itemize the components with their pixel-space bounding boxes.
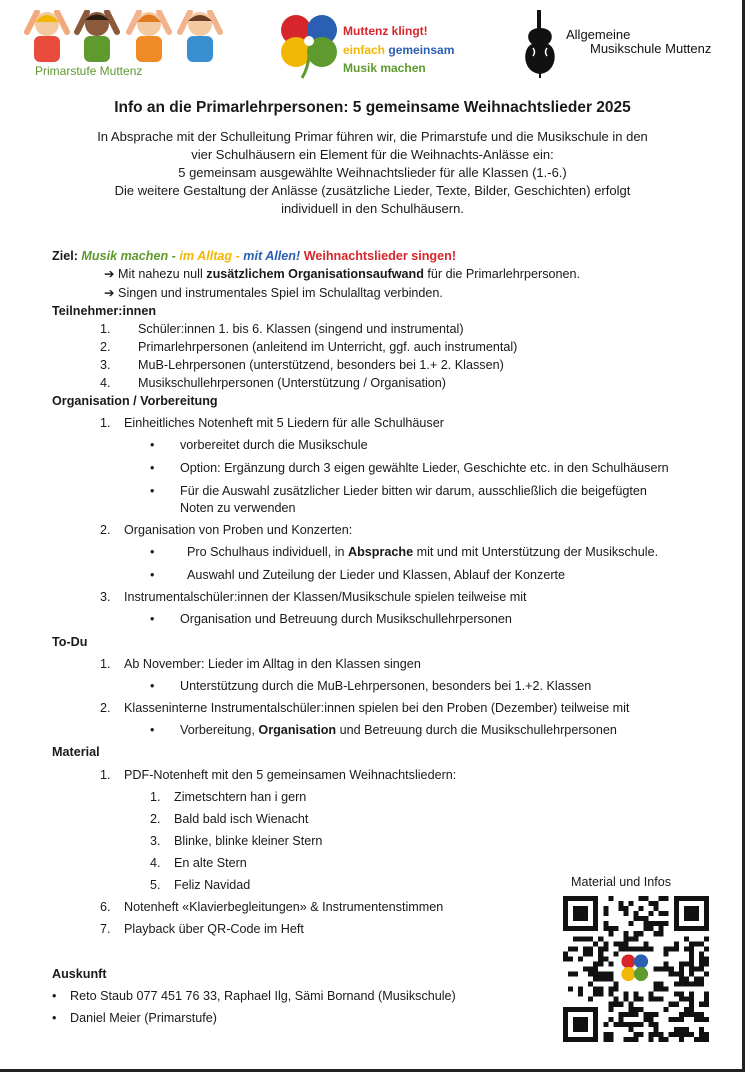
list-item: 3. Instrumentalschüler:innen der Klassen/Musikschule spielen teilweise mit <box>100 590 527 604</box>
list-text: Organisation von Proben und Konzerten: <box>124 523 353 537</box>
slogan-line-3: Musik machen <box>343 61 426 75</box>
contact-item: Reto Staub 077 451 76 33, Raphael Ilg, Sämi Bornand (Musikschule) <box>70 989 456 1003</box>
school-name <box>566 28 711 56</box>
list-text: MuB-Lehrpersonen (unterstützend, besonders bei 1.+ 2. Klassen) <box>138 358 504 372</box>
section-heading-material <box>52 744 100 760</box>
song-number: 3. <box>150 834 161 848</box>
qr-code[interactable] <box>563 896 709 1042</box>
song-item <box>150 877 250 893</box>
list-number: 2. <box>100 340 111 354</box>
list-item: 1. Einheitliches Notenheft mit 5 Liedern für alle Schulhäuser <box>100 416 444 430</box>
list-text: PDF-Notenheft mit den 5 gemeinsamen Weihnachtsliedern: <box>124 768 457 782</box>
bullet-text <box>180 722 617 738</box>
slogan <box>343 22 454 78</box>
bullet-text: Für die Auswahl zusätzlicher Lieder bitten wir darum, ausschließlich die beigefügten <box>180 484 647 498</box>
list-number: 3. <box>100 358 111 372</box>
list-item: 1. Ab November: Lieder im Alltag in den Klassen singen <box>100 657 421 671</box>
ziel-part-2: im Alltag - <box>179 249 240 263</box>
list-item: 1. PDF-Notenheft mit den 5 gemeinsamen Weihnachtsliedern: <box>100 768 457 782</box>
teilnehmer-heading-text: Teilnehmer:innen <box>52 304 157 318</box>
ziel-arrow-1-b: zusätzlichem Organisationsaufwand <box>206 267 424 281</box>
bullet-item <box>150 483 154 499</box>
school-name-line-2: Musikschule Muttenz <box>590 41 712 56</box>
song-item <box>150 855 247 871</box>
intro-line: vier Schulhäusern ein Element für die Weihnachts-Anlässe ein: <box>191 147 554 162</box>
slogan-word-gemeinsam: gemeinsam <box>388 42 455 57</box>
bullet-text: Auswahl und Zuteilung der Lieder und Klassen, Ablauf der Konzerte <box>187 568 566 582</box>
song-item <box>150 789 306 805</box>
ziel-part-1: Musik machen - <box>81 249 176 263</box>
list-item <box>100 357 504 373</box>
list-number: 4. <box>100 376 111 390</box>
list-item <box>100 375 446 391</box>
bullet-item <box>150 567 154 583</box>
clover-logo <box>278 10 340 80</box>
intro-line: Die weitere Gestaltung der Anlässe (zusätzliche Lieder, Texte, Bilder, Geschichten) erfolgt <box>114 183 631 198</box>
bullet-text <box>187 544 658 560</box>
intro-line: 5 gemeinsam ausgewählte Weihnachtslieder für alle Klassen (1.-6.) <box>178 165 567 180</box>
song-item <box>150 833 322 849</box>
list-text: Einheitliches Notenheft mit 5 Liedern für alle Schulhäuser <box>124 416 444 430</box>
section-heading-organisation <box>52 393 218 409</box>
section-heading-todo <box>52 634 87 650</box>
list-item <box>100 339 517 355</box>
song-title: Feliz Navidad <box>174 878 251 892</box>
page-title: Info an die Primarlehrpersonen: 5 gemeinsame Weihnachtslieder 2025 <box>114 99 631 116</box>
bullet-text-continued: Noten zu verwenden <box>180 501 296 515</box>
bullet-text-a: Vorbereitung, <box>180 723 259 737</box>
bullet-text-b: Absprache <box>348 545 414 559</box>
bullet-text: Unterstützung durch die MuB-Lehrpersonen, besonders bei 1.+2. Klassen <box>180 679 592 693</box>
children-logo <box>22 10 227 64</box>
section-heading-teilnehmer <box>52 303 156 319</box>
bullet-item <box>150 678 154 694</box>
bullet-item <box>150 544 154 560</box>
ziel-arrow-1 <box>104 266 580 282</box>
bullet-text-c: mit und mit Unterstützung der Musikschule. <box>413 545 659 559</box>
intro-line: individuell in den Schulhäusern. <box>281 201 464 216</box>
song-title: Blinke, blinke kleiner Stern <box>174 834 323 848</box>
bullet-item <box>150 460 154 476</box>
ziel-arrow-2: ➔ Singen und instrumentales Spiel im Schulalltag verbinden. <box>104 286 443 300</box>
list-text: Instrumentalschüler:innen der Klassen/Musikschule spielen teilweise mit <box>124 590 527 604</box>
list-text: Schüler:innen 1. bis 6. Klassen (singend und instrumental) <box>138 322 464 336</box>
list-item <box>100 321 464 337</box>
list-text: Playback über QR-Code im Heft <box>124 922 304 936</box>
list-text: Notenheft «Klavierbegleitungen» & Instrumentenstimmen <box>124 900 444 914</box>
slogan-word-einfach: einfach <box>343 42 386 57</box>
ziel-arrow-1-c: für die Primarlehrpersonen. <box>423 267 580 281</box>
qr-caption: Material und Infos <box>571 875 672 889</box>
song-number: 4. <box>150 856 161 870</box>
song-title: En alte Stern <box>174 856 247 870</box>
bullet-item <box>150 722 154 738</box>
list-number: 1. <box>100 322 111 336</box>
material-heading-text: Material <box>52 745 100 759</box>
auskunft-heading-text: Auskunft <box>52 967 107 981</box>
bullet-text-a: Pro Schulhaus individuell, in <box>187 545 349 559</box>
song-title: Zimetschtern han i gern <box>174 790 307 804</box>
song-number: 2. <box>150 812 161 826</box>
bullet-item <box>150 611 154 627</box>
ziel-arrow-1-a: ➔ Mit nahezu null <box>104 267 207 281</box>
bullet-text: vorbereitet durch die Musikschule <box>180 438 368 452</box>
primarstufe-label: Primarstufe Muttenz <box>35 64 143 78</box>
ziel-part-3: mit Allen! <box>243 249 301 263</box>
list-text: Klasseninterne Instrumentalschüler:innen spielen bei den Proben (Dezember) teilweise mit <box>124 701 630 715</box>
list-item: 2. Klasseninterne Instrumentalschüler:innen spielen bei den Proben (Dezember) teilweise mit <box>100 701 630 715</box>
bullet-text: Option: Ergänzung durch 3 eigen gewählte Lieder, Geschichte etc. in den Schulhäusern <box>180 461 669 475</box>
bullet-text: Organisation und Betreuung durch Musikschullehrpersonen <box>180 612 512 626</box>
list-text: Musikschullehrpersonen (Unterstützung / Organisation) <box>138 376 446 390</box>
bullet-item <box>150 437 154 453</box>
list-text: Ab November: Lieder im Alltag in den Klassen singen <box>124 657 421 671</box>
contact-item: Daniel Meier (Primarstufe) <box>70 1011 217 1025</box>
slogan-line-1: Muttenz klingt! <box>343 24 428 38</box>
slogan-line-2 <box>343 41 454 60</box>
school-name-line-1: Allgemeine <box>566 27 631 42</box>
list-text: Primarlehrpersonen (anleitend im Unterricht, ggf. auch instrumental) <box>138 340 518 354</box>
todo-heading-text: To-Du <box>52 635 88 649</box>
list-item: 2. Organisation von Proben und Konzerten: <box>100 523 353 537</box>
intro-line: In Absprache mit der Schulleitung Primar führen wir, die Primarstufe und die Musikschule in den <box>97 129 648 144</box>
song-title: Bald bald isch Wienacht <box>174 812 309 826</box>
organisation-heading-text: Organisation / Vorbereitung <box>52 394 218 408</box>
bullet-item <box>52 988 56 1004</box>
ziel-line <box>52 248 456 264</box>
section-heading-auskunft <box>52 966 107 982</box>
ziel-part-4: Weihnachtslieder singen! <box>303 249 457 263</box>
bullet-text-b: Organisation <box>258 723 337 737</box>
song-number: 5. <box>150 878 161 892</box>
song-item <box>150 811 308 827</box>
ziel-label: Ziel: <box>52 249 78 263</box>
list-item: 6. Notenheft «Klavierbegleitungen» & Instrumentenstimmen <box>100 900 444 914</box>
bullet-text-c: und Betreuung durch die Musikschullehrpersonen <box>336 723 617 737</box>
cello-icon <box>518 10 562 78</box>
list-item: 7. Playback über QR-Code im Heft <box>100 922 304 936</box>
song-number: 1. <box>150 790 161 804</box>
bullet-item <box>52 1010 56 1026</box>
